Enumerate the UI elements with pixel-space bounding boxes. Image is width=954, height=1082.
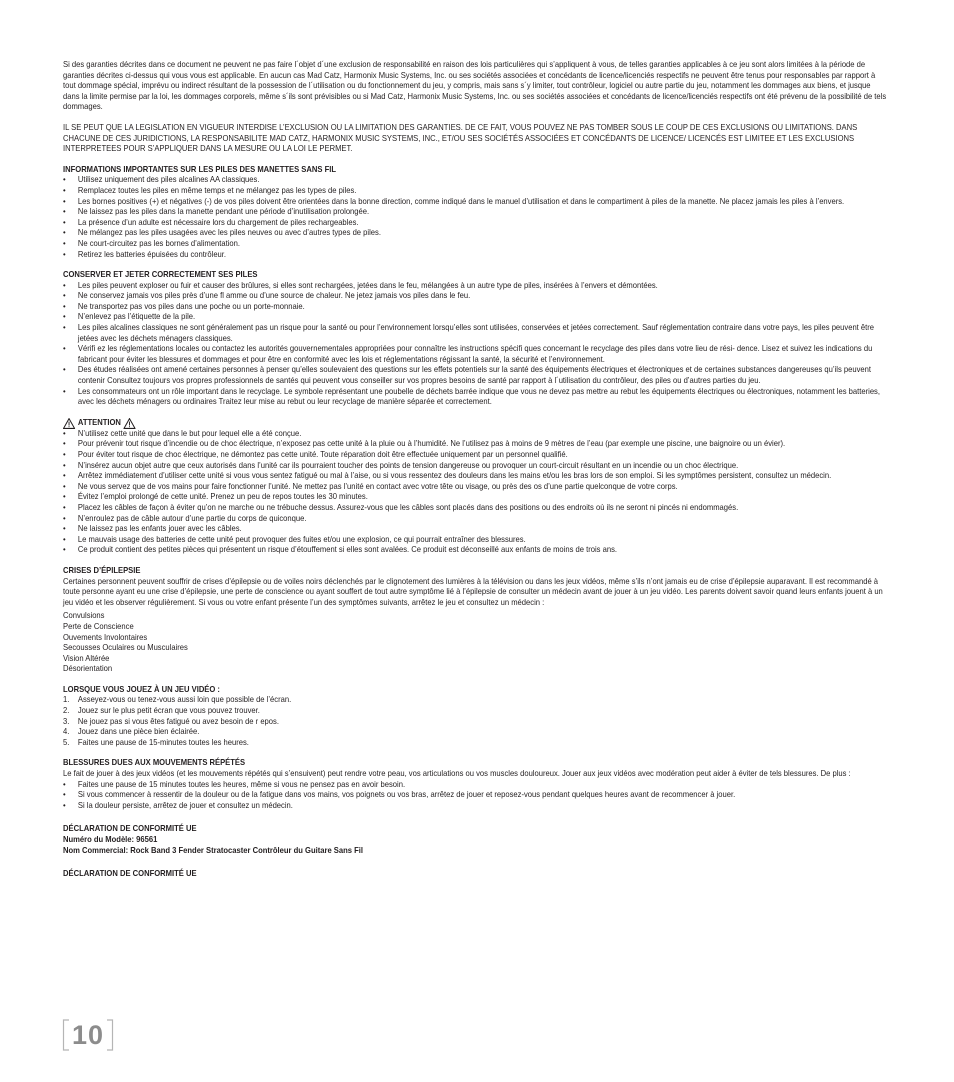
list-item: Convulsions	[63, 611, 105, 621]
list-item: • Ne conservez jamais vos piles près d’une fl amme ou d’une source de chaleur. Ne jetez jamais vos piles dans le feu.	[63, 291, 889, 302]
list-item: • Pour prévenir tout risque d’incendie ou de choc électrique, n’exposez pas cette unité à la pluie ou à l’humidité. Ne l’utilisez pas à moins de 9 mètres de l’eau (par exemple une piscine, une baignoire ou un évier).	[63, 439, 889, 450]
symptom-list	[63, 611, 889, 675]
epilepsy-heading: CRISES D’ÉPILEPSIE	[63, 565, 141, 575]
list-item: • Utilisez uniquement des piles alcalines AA classiques.	[63, 175, 889, 186]
list-item: • Ne laissez pas les piles dans la manette pendant une période d’inutilisation prolongée.	[63, 207, 889, 218]
repetitive-heading: BLESSURES DUES AUX MOUVEMENTS RÉPÉTÉS	[63, 758, 246, 768]
list-item: Perte de Conscience	[63, 621, 134, 631]
list-item: • N’enlevez pas l’étiquette de la pile.	[63, 312, 889, 323]
list-item: • Les consommateurs ont un rôle important dans le recyclage. Le symbole représentant une poubelle de déchets barrée indique que vous ne devez pas mettre au rebut les équipements électriques ou électroniques, notamment les batteries, avec les déchets ménagers ou ordinaires Traitez leur mise au rebut ou leur recyclage de manière séparée et correctement.	[63, 387, 889, 408]
playing-heading: LORSQUE VOUS JOUEZ À UN JEU VIDÉO :	[63, 684, 220, 694]
list-item: 2. Jouez sur le plus petit écran que vous pouvez trouver.	[63, 706, 260, 716]
repetitive-list	[63, 780, 889, 812]
playing-list	[63, 695, 889, 748]
list-item: • N’utilisez cette unité que dans le but pour lequel elle a été conçue.	[63, 429, 889, 440]
list-item: • N’insérez aucun objet autre que ceux autorisés dans l’unité car ils pourraient toucher des points de tension dangereuse ou provoquer un court-circuit résultant en un incendie ou un choc électrique.	[63, 461, 889, 472]
storage-heading: CONSERVER ET JETER CORRECTEMENT SES PILES	[63, 270, 258, 280]
list-item: • Les bornes positives (+) et négatives (-) de vos piles doivent être orientées dans la bonne direction, comme indiqué dans le manuel d’utilisation et dans le compartiment à piles de la manette. Ne placez jamais les piles à l’envers.	[63, 197, 889, 208]
model-number: Numéro du Modèle: 96561	[63, 835, 158, 844]
bracket-left-icon	[62, 1019, 70, 1051]
list-item: • Ne mélangez pas les piles usagées avec les piles neuves ou avec d’autres types de piles.	[63, 228, 889, 239]
epilepsy-text: Certaines personnent peuvent souffrir de crises d’épilepsie ou de voiles noirs déclenchés par le clignotement des lumières à la télévision ou dans les jeux vidéos, même s’ils n’ont jamais eu de crise d’épilepsie auparavant. Il est recommandé à toute personne ayant eu une crise d’épilepsie, une perte de conscience ou ayant souffert de tout autre symptôme lié à l’épilepsie de consulter un médecin avant de jouer à un jeu vidéo. Les parents doivent savoir quand leurs enfants jouent à un jeu vidéo et les observer régulièrement. Si vous ou votre enfant présente l’un des symptômes suivants, arrêtez le jeu et consultez un médecin :	[63, 576, 883, 607]
storage-list	[63, 281, 889, 408]
list-item: • La présence d’un adulte est nécessaire lors du chargement de piles rechargeables.	[63, 218, 889, 229]
list-item: • Les piles alcalines classiques ne sont généralement pas un risque pour la santé ou pour l’environnement lorsqu’elles sont utilisées, conservées et jetées correctement. Sauf réglementation contraire dans votre pays, les piles peuvent être jetées avec les déchets ménagers classiques.	[63, 323, 889, 344]
list-item: Secousses Oculaires ou Musculaires	[63, 643, 188, 653]
list-item: • Arrêtez immédiatement d’utiliser cette unité si vous vous sentez fatigué ou mal à l’aise, ou si vous ressentez des douleurs dans les mains et/ou les bras lors de son emploi. Si les symptômes persistent, consultez un médecin.	[63, 471, 889, 482]
list-item: • Si vous commencer à ressentir de la douleur ou de la fatigue dans vos mains, vos poignets ou vos bras, arrêtez de jouer et reposez-vous pendant quelques heures avant de recommencer à jouer.	[63, 790, 889, 801]
attention-heading	[63, 418, 889, 429]
list-item: • Si la douleur persiste, arrêtez de jouer et consultez un médecin.	[63, 801, 889, 812]
page-number	[62, 1018, 114, 1052]
conformity-heading-2: DÉCLARATION DE CONFORMITÉ UE	[63, 869, 197, 879]
list-item: Désorientation	[63, 664, 113, 674]
warranty-paragraph-2: IL SE PEUT QUE LA LEGISLATION EN VIGUEUR INTERDISE L’EXCLUSION OU LA LIMITATION DES GARANTIES. DE CE FAIT, VOUS POUVEZ NE PAS TOMBER SOUS LE COUP DE CES EXCLUSIONS OU LIMITATIONS. DANS CHACUNE DE CES JURIDICTIONS, LA RESPONSABILITE MAD CATZ, HARMONIX MUSIC SYSTEMS, INC., ET/OU SES SOCIÉTÉS ASSOCIÉES ET CONCÉDANTS DE LICENCE/ LICENCÉS EST LIMITEE ET LES EXCLUSIONS INTERPRETEES POUR S’APPLIQUER DANS LA MESURE OU LA LOI LE PERMET.	[63, 122, 858, 154]
list-item: • Des études réalisées ont amené certaines personnes à penser qu’elles soulevaient des questions sur les effets potentiels sur la santé des équipements électriques et électroniques et de certaines substances dangereuses qu’ils peuvent contenir Consultez toujours vos propres professionnels de santés qui peuvent vous conseiller sur vos propres besoins de santé par rapport à l´utilisation du contrôleur, des piles ou d’autres parties du jeu.	[63, 365, 889, 386]
list-item: 5. Faites une pause de 15-minutes toutes les heures.	[63, 737, 249, 747]
bracket-right-icon	[106, 1019, 114, 1051]
list-item: • Évitez l’emploi prolongé de cette unité. Prenez un peu de repos toutes les 30 minutes.	[63, 492, 889, 503]
commercial-name: Nom Commercial: Rock Band 3 Fender Stratocaster Contrôleur du Guitare Sans Fil	[63, 845, 363, 855]
list-item: • Vérifi ez les réglementations locales ou contactez les autorités gouvernementales appropriées pour connaître les instructions spécifi ques concernant le recyclage des piles dans votre lieu de rési- dence. Lisez et suivez les indications du fabricant pour éviter les blessures et dommages et pour être en conformité avec les lois et réglementations régissant la santé, la sécurité et l’environnement.	[63, 344, 889, 365]
battery-list	[63, 175, 889, 260]
list-item: Ouvements Involontaires	[63, 632, 148, 642]
list-item: • Faites une pause de 15 minutes toutes les heures, même si vous ne pensez pas en avoir besoin.	[63, 780, 889, 791]
list-item: • Les piles peuvent exploser ou fuir et causer des brûlures, si elles sont rechargées, jetées dans le feu, mélangées à un autre type de piles, insérées à l’envers et démontées.	[63, 281, 889, 292]
list-item: • Ne vous servez que de vos mains pour faire fonctionner l’unité. Ne mettez pas l’unité en contact avec votre tête ou visage, ou près des os d’une partie quelconque de votre corps.	[63, 482, 889, 493]
list-item: • Ce produit contient des petites pièces qui présentent un risque d’étouffement si elles sont avalées. Ce produit est déconseillé aux enfants de moins de trois ans.	[63, 545, 889, 556]
list-item: 4. Jouez dans une pièce bien éclairée.	[63, 727, 200, 737]
warning-triangle-icon	[124, 418, 136, 429]
warning-triangle-icon	[63, 418, 75, 429]
list-item: • Ne court-circuitez pas les bornes d’alimentation.	[63, 239, 889, 250]
list-item: • Ne transportez pas vos piles dans une poche ou un porte-monnaie.	[63, 302, 889, 313]
list-item: • Retirez les batteries épuisées du contrôleur.	[63, 250, 889, 261]
attention-list	[63, 429, 889, 556]
page-number-value: 10	[72, 1020, 105, 1050]
list-item: • Le mauvais usage des batteries de cette unité peut provoquer des fuites et/ou une explosion, ce qui pourrait entraîner des blessures.	[63, 535, 889, 546]
manual-page	[63, 60, 889, 880]
list-item: Vision Altérée	[63, 653, 110, 663]
list-item: • Ne laissez pas les enfants jouer avec les câbles.	[63, 524, 889, 535]
repetitive-text: Le fait de jouer à des jeux vidéos (et les mouvements répétés qui s’ensuivent) peut rendre votre peau, vos articulations ou vos muscles douloureux. Jouer aux jeux vidéos avec modération peut aider à éviter de tels blessures. De plus :	[63, 769, 851, 779]
conformity-heading: DÉCLARATION DE CONFORMITÉ UE	[63, 824, 197, 834]
list-item: • Pour éviter tout risque de choc électrique, ne démontez pas cette unité. Toute réparation doit être effectuée uniquement par un personnel qualifié.	[63, 450, 889, 461]
list-item: • Remplacez toutes les piles en même temps et ne mélangez pas les types de piles.	[63, 186, 889, 197]
battery-heading: INFORMATIONS IMPORTANTES SUR LES PILES DES MANETTES SANS FIL	[63, 164, 337, 174]
warranty-paragraph-1: Si des garanties décrites dans ce document ne peuvent ne pas faire l´objet d´une exclusion de responsabilité en raison des lois particulières qui s’appliquent à vous, de telles garanties applicables à ce jeu sont alors limitées à la période de garanties décrites ci-dessus qui vous vous est applicable. En aucun cas Mad Catz, Harmonix Music Systems, Inc. ou ses sociétés associées et concédants de licence/licenciés respectifs ne peuvent être tenus pour responsables par rapport à tout dommage spécial, imprévu ou indirect résultant de la possession de l´utilisation ou du fonctionnement du jeu, y compris, mais sans s´y limiter, tout contrôleur, logiciel ou autre partie du jeu, notamment les dommages aux biens, et jusque dans la limite permise par la loi, les dommages corporels, même s´ils sont prévisibles ou si Mad Catz, Harmonix Music Systems, Inc. ou ses sociétés associées et concédants de licence/licenciés respectifs ont été prévenu de la possibilité de tels dommages.	[63, 60, 887, 112]
list-item: 1. Asseyez-vous ou tenez-vous aussi loin que possible de l’écran.	[63, 695, 292, 705]
attention-label: ATTENTION	[77, 418, 121, 428]
list-item: 3. Ne jouez pas si vous êtes fatigué ou avez besoin de r epos.	[63, 716, 279, 726]
list-item: • Placez les câbles de façon à éviter qu’on ne marche ou ne trébuche dessus. Assurez-vous que les câbles sont placés dans des positions ou des endroits où ils ne seront ni pincés ni endommagés.	[63, 503, 889, 514]
list-item: • N’enroulez pas de câble autour d’une partie du corps de quiconque.	[63, 514, 889, 525]
